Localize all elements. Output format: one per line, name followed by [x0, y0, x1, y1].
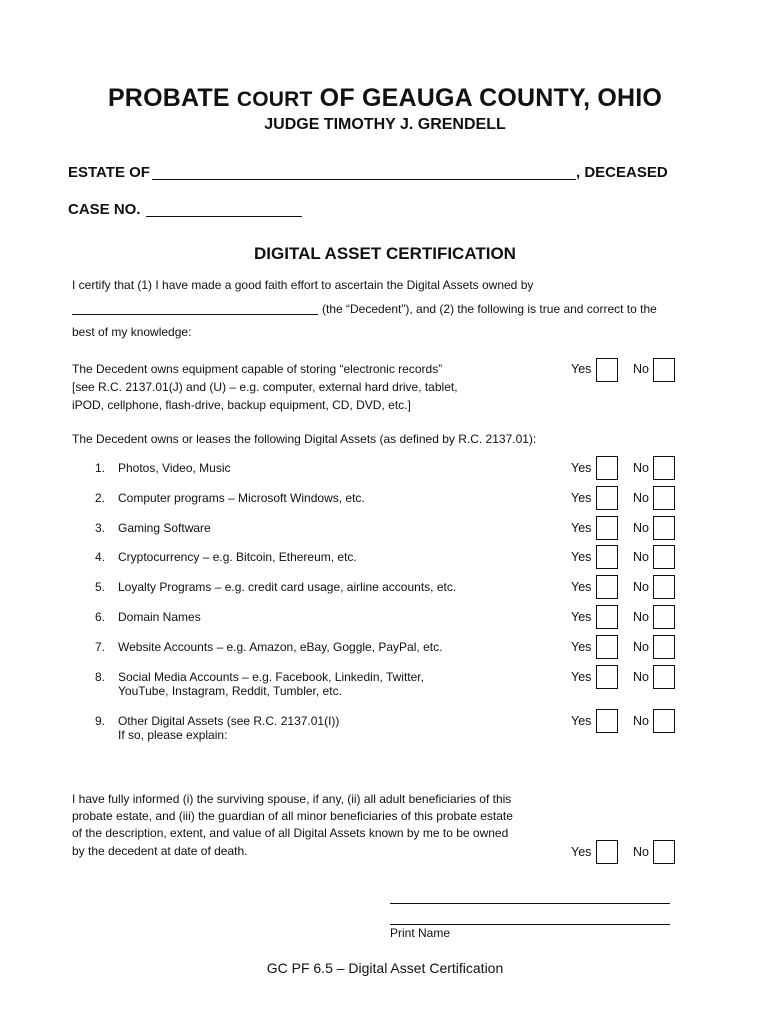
no-label: No: [633, 640, 649, 654]
yes-label: Yes: [571, 362, 592, 376]
yes-label: Yes: [571, 491, 592, 505]
informed-line-1: I have fully informed (i) the surviving spouse, if any, (ii) all adult beneficiaries of this: [72, 792, 512, 806]
no-label: No: [633, 610, 649, 624]
yes-label: Yes: [571, 521, 592, 535]
deceased-label: , DECEASED: [576, 164, 668, 181]
yes-label: Yes: [571, 845, 592, 859]
form-footer: GC PF 6.5 – Digital Asset Certification: [266, 960, 504, 976]
item-6-no-checkbox[interactable]: [653, 605, 675, 629]
informed-yes-checkbox[interactable]: [596, 840, 618, 864]
item-number: 9.: [95, 714, 106, 728]
yes-label: Yes: [571, 714, 592, 728]
item-8-no-checkbox[interactable]: [653, 665, 675, 689]
yes-label: Yes: [571, 550, 592, 564]
informed-line-3: of the description, extent, and value of all Digital Assets known by me to be owned: [72, 826, 509, 840]
item-label: Photos, Video, Music: [118, 461, 231, 475]
equipment-line-2: [see R.C. 2137.01(J) and (U) – e.g. computer, external hard drive, tablet,: [72, 380, 458, 394]
item-8-yes-checkbox[interactable]: [596, 665, 618, 689]
item-2-yes-checkbox[interactable]: [596, 486, 618, 510]
item-number: 6.: [95, 610, 106, 624]
no-label: No: [633, 521, 649, 535]
item-label: Website Accounts – e.g. Amazon, eBay, Goggle, PayPal, etc.: [118, 640, 443, 654]
case-label: CASE NO.: [68, 201, 141, 218]
yes-label: Yes: [571, 670, 592, 684]
yes-label: Yes: [571, 610, 592, 624]
item-3-yes-checkbox[interactable]: [596, 516, 618, 540]
item-number: 5.: [95, 580, 106, 594]
no-label: No: [633, 491, 649, 505]
yes-label: Yes: [571, 640, 592, 654]
item-label: Other Digital Assets (see R.C. 2137.01(I)): [118, 714, 340, 728]
item-label: Computer programs – Microsoft Windows, etc.: [118, 491, 365, 505]
item-7-yes-checkbox[interactable]: [596, 635, 618, 659]
estate-label: ESTATE OF: [68, 164, 150, 181]
equipment-line-1: The Decedent owns equipment capable of storing “electronic records”: [72, 362, 443, 376]
item-label: Loyalty Programs – e.g. credit card usage, airline accounts, etc.: [118, 580, 457, 594]
item-label: Social Media Accounts – e.g. Facebook, Linkedin, Twitter,: [118, 670, 424, 684]
informed-no-checkbox[interactable]: [653, 840, 675, 864]
case-number-field[interactable]: [146, 201, 302, 217]
item-label-line-2: If so, please explain:: [118, 728, 228, 742]
print-name-label: Print Name: [390, 926, 451, 940]
intro-line-2: (the “Decedent”), and (2) the following is true and correct to the: [322, 302, 657, 316]
item-number: 7.: [95, 640, 106, 654]
item-number: 8.: [95, 670, 106, 684]
item-label: Cryptocurrency – e.g. Bitcoin, Ethereum, etc.: [118, 550, 357, 564]
print-name-line[interactable]: [390, 916, 670, 925]
no-label: No: [633, 714, 649, 728]
signature-line[interactable]: [390, 895, 670, 904]
intro-line-1: I certify that (1) I have made a good faith effort to ascertain the Digital Assets owned by: [72, 278, 534, 292]
no-label: No: [633, 670, 649, 684]
title-court: COURT: [236, 88, 313, 111]
item-5-yes-checkbox[interactable]: [596, 575, 618, 599]
item-2-no-checkbox[interactable]: [653, 486, 675, 510]
decedent-name-field[interactable]: [72, 302, 318, 315]
court-title: [0, 84, 770, 113]
document-heading: DIGITAL ASSET CERTIFICATION: [254, 244, 516, 263]
item-3-no-checkbox[interactable]: [653, 516, 675, 540]
intro-line-3: best of my knowledge:: [72, 325, 192, 339]
equipment-yes-checkbox[interactable]: [596, 358, 618, 382]
item-9-yes-checkbox[interactable]: [596, 709, 618, 733]
equipment-line-3: iPOD, cellphone, flash-drive, backup equipment, CD, DVD, etc.]: [72, 398, 411, 412]
item-label: Domain Names: [118, 610, 201, 624]
equipment-no-checkbox[interactable]: [653, 358, 675, 382]
item-9-no-checkbox[interactable]: [653, 709, 675, 733]
no-label: No: [633, 461, 649, 475]
no-label: No: [633, 845, 649, 859]
no-label: No: [633, 362, 649, 376]
title-part-2: OF GEAUGA COUNTY, OHIO: [312, 84, 663, 112]
item-label: Gaming Software: [118, 521, 211, 535]
informed-line-4: by the decedent at date of death.: [72, 844, 248, 858]
item-1-yes-checkbox[interactable]: [596, 456, 618, 480]
estate-name-field[interactable]: [152, 163, 576, 180]
item-number: 4.: [95, 550, 106, 564]
item-4-yes-checkbox[interactable]: [596, 545, 618, 569]
no-label: No: [633, 580, 649, 594]
item-6-yes-checkbox[interactable]: [596, 605, 618, 629]
item-number: 2.: [95, 491, 106, 505]
judge-name: JUDGE TIMOTHY J. GRENDELL: [264, 116, 506, 133]
item-number: 1.: [95, 461, 106, 475]
yes-label: Yes: [571, 461, 592, 475]
yes-label: Yes: [571, 580, 592, 594]
owns-intro: The Decedent owns or leases the following Digital Assets (as defined by R.C. 2137.01):: [72, 432, 537, 446]
no-label: No: [633, 550, 649, 564]
item-1-no-checkbox[interactable]: [653, 456, 675, 480]
item-5-no-checkbox[interactable]: [653, 575, 675, 599]
item-number: 3.: [95, 521, 106, 535]
item-4-no-checkbox[interactable]: [653, 545, 675, 569]
informed-line-2: probate estate, and (iii) the guardian of all minor beneficiaries of this probate estate: [72, 809, 513, 823]
title-part-1: PROBATE: [107, 84, 237, 112]
item-7-no-checkbox[interactable]: [653, 635, 675, 659]
item-label-line-2: YouTube, Instagram, Reddit, Tumbler, etc.: [118, 684, 342, 698]
